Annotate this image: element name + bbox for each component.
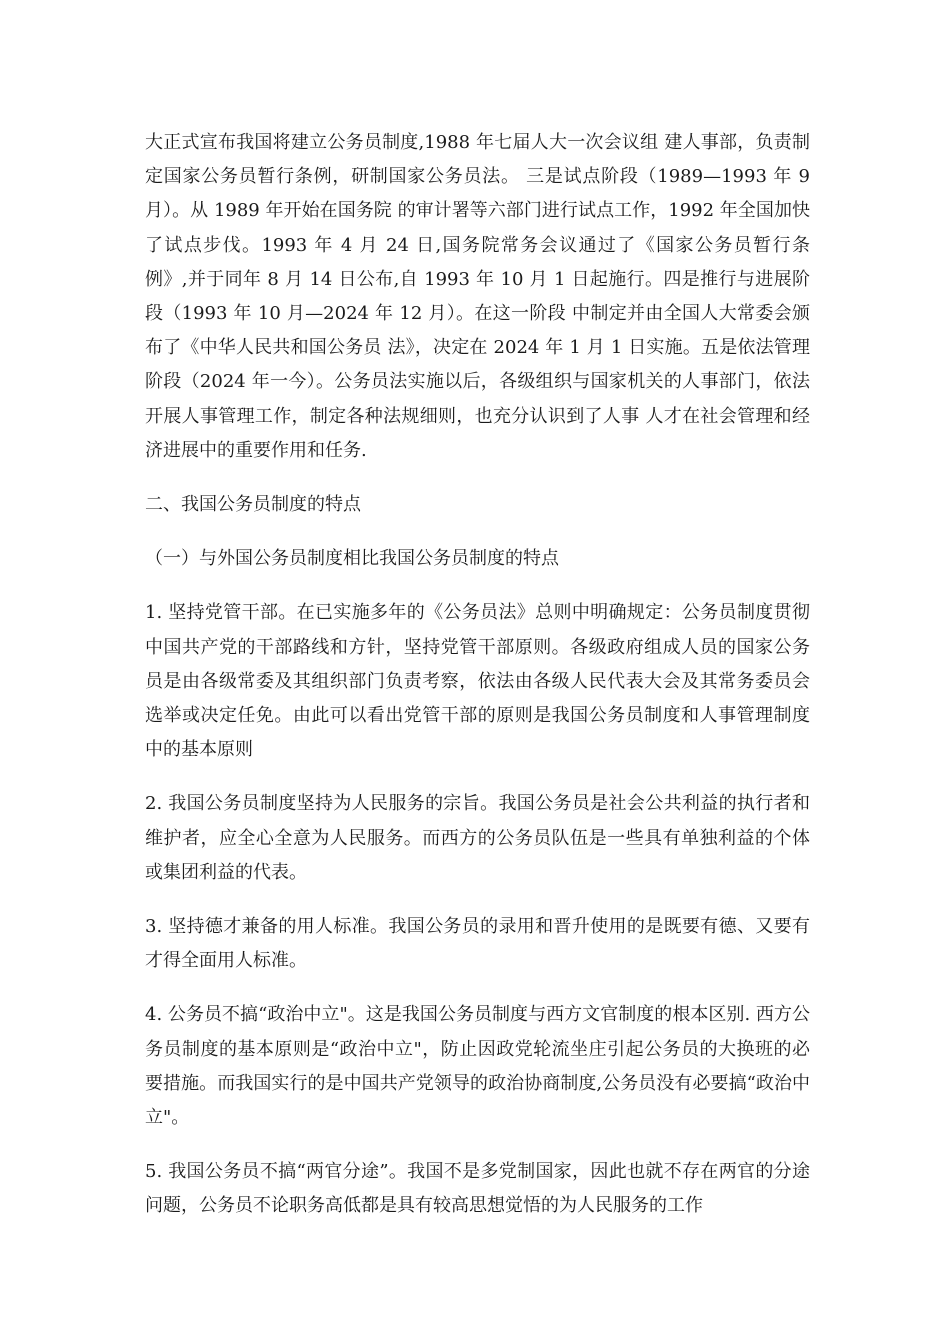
document-body (145, 126, 810, 1244)
section-heading: 二、我国公务员制度的特点 (145, 494, 361, 516)
list-item-2: 2. 我国公务员制度坚持为人民服务的宗旨。我国公务员是社会公共利益的执行者和维护者，应全心全意为人民服务。而西方的公务员队伍是一些具有单独利益的个体或集团利益的代表。 (145, 793, 810, 883)
paragraph-history-stages: 大正式宣布我国将建立公务员制度,1988 年七届人大一次会议组 建人事部，负责制定国家公务员暂行条例，研制国家公务员法。 三是试点阶段（1989—1993 年 9 月）。从 1989 年开始在国务院 的审计署等六部门进行试点工作，1992 年全国加快了试点步伐。1993 年 4 月 24 日,国务院常务会议通过了《国家公务员暂行条 例》,并于同年 8 月 14 日公布,自 1993 年 10 月 1 日起施行。四是推行与进展阶段（1993 年 10 月—2024 年 12 月）。在这一阶段 中制定并由全国人大常委会颁布了《中华人民共和国公务员 法》，决定在 2024 年 1 月 1 日实施。五是依法管理阶段（2024 年一今）。公务员法实施以后，各级组织与国家机关的人事部门，依法开展人事管理工作，制定各种法规细则，也充分认识到了人事 人才在社会管理和经济进展中的重要作用和任务. (145, 132, 810, 461)
list-item-1: 1. 坚持党管干部。在已实施多年的《公务员法》总则中明确规定：公务员制度贯彻中国共产党的干部路线和方针，坚持党管干部原则。各级政府组成人员的国家公务员是由各级常委及其组织部门负责考察，依法由各级人民代表大会及其常务委员会选举或决定任免。由此可以看出党管干部的原则是我国公务员制度和人事管理制度中的基本原则 (145, 602, 810, 761)
subsection-heading: （一）与外国公务员制度相比我国公务员制度的特点 (145, 548, 559, 570)
list-item-4: 4. 公务员不搞“政治中立"。这是我国公务员制度与西方文官制度的根本区别. 西方公务员制度的基本原则是“政治中立"，防止因政党轮流坐庄引起公务员的大换班的必要措施。而我国实行的是中国共产党领导的政治协商制度,公务员没有必要搞“政治中立"。 (145, 1004, 810, 1129)
list-item-5: 5. 我国公务员不搞“两官分途”。我国不是多党制国家，因此也就不存在两官的分途问题，公务员不论职务高低都是具有较高思想觉悟的为人民服务的工作 (145, 1161, 810, 1217)
list-item-3: 3. 坚持德才兼备的用人标准。我国公务员的录用和晋升使用的是既要有德、又要有才得全面用人标准。 (145, 916, 810, 972)
